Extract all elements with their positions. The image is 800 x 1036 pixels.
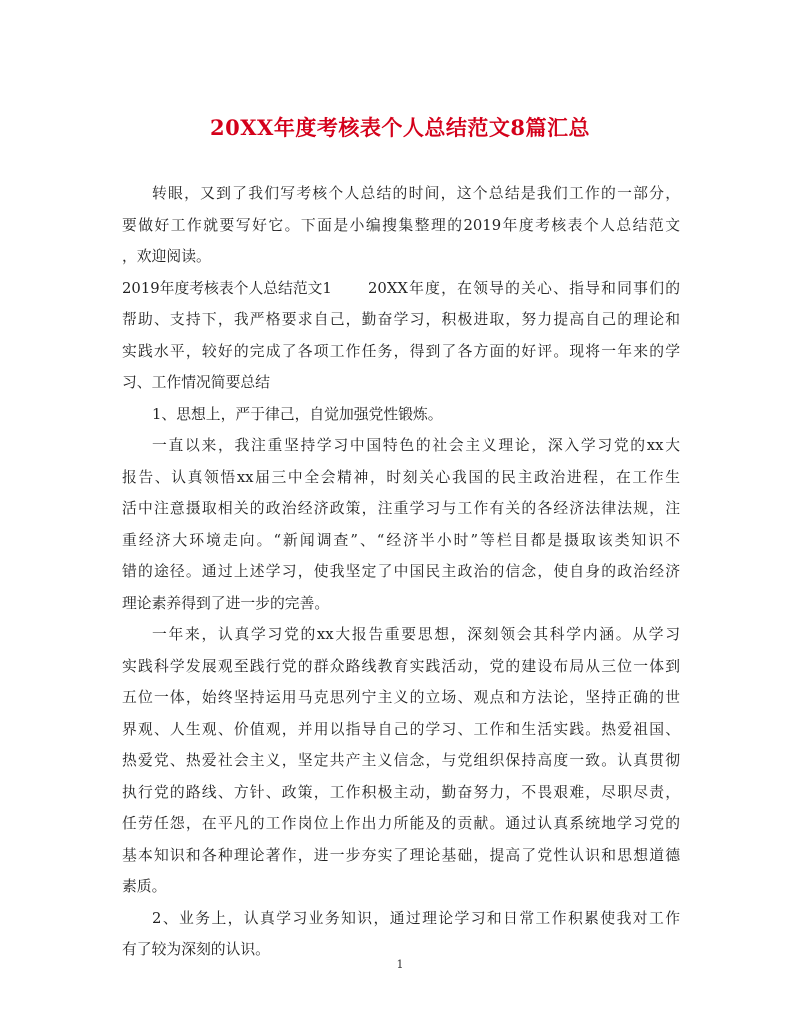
paragraph-line: 素质。 xyxy=(122,878,167,895)
paragraph-line: 理论素养得到了进一步的完善。 xyxy=(122,594,330,612)
paragraph-line: 20XX年度，在领导的关心、指导和同事们的 xyxy=(368,279,680,297)
section-subtitle: 2019年度考核表个人总结范文1 xyxy=(122,279,332,297)
paragraph-line: 任劳任怨，在平凡的工作岗位上作出力所能及的贡献。通过认真系统地学习党的 xyxy=(122,815,680,832)
paragraph-line: 执行党的路线、方针、政策，工作积极主动，勤奋努力，不畏艰难，尽职尽责， xyxy=(122,783,680,801)
paragraph-line: 习、工作情况简要总结 xyxy=(122,374,270,391)
paragraph-line: 界观、人生观、价值观，并用以指导自己的学习、工作和生活实践。热爱祖国、 xyxy=(122,720,680,738)
paragraph-line: 基本知识和各种理论著作，进一步夯实了理论基础，提高了党性认识和思想道德 xyxy=(122,846,680,864)
paragraph-line: 五位一体，始终坚持运用马克思列宁主义的立场、观点和方法论，坚持正确的世 xyxy=(122,689,680,706)
paragraph-line: 错的途径。通过上述学习，使我坚定了中国民主政治的信念，使自身的政治经济 xyxy=(122,563,680,580)
point-heading: 2、业务上，认真学习业务知识，通过理论学习和日常工作积累使我对工作 xyxy=(152,909,680,927)
paragraph xyxy=(122,430,680,619)
paragraph-line: 帮助、支持下，我严格要求自己，勤奋学习，积极进取，努力提高自己的理论和 xyxy=(122,311,680,328)
paragraph-line: 实践科学发展观至践行党的群众路线教育实践活动，党的建设布局从三位一体到 xyxy=(122,657,680,675)
paragraph-line: 活中注意摄取相关的政治经济政策，注重学习与工作有关的各经济法律法规，注 xyxy=(122,500,680,517)
paragraph-line: 要做好工作就要写好它。下面是小编搜集整理的2019年度考核表个人总结范文 xyxy=(122,216,680,234)
point-heading: 1、思想上，严于律己，自觉加强党性锻炼。 xyxy=(152,405,443,423)
paragraph-line: 热爱党、热爱社会主义，坚定共产主义信念，与党组织保持高度一致。认真贯彻 xyxy=(122,752,680,769)
document-title: 20XX年度考核表个人总结范文8篇汇总 xyxy=(210,115,590,140)
paragraph xyxy=(122,619,680,903)
point-2 xyxy=(122,903,680,966)
document-body xyxy=(122,178,680,966)
intro-paragraph xyxy=(122,178,680,273)
paragraph-line: 一年来，认真学习党的xx大报告重要思想，深刻领会其科学内涵。从学习 xyxy=(152,626,680,643)
paragraph-line: ，欢迎阅读。 xyxy=(122,248,211,265)
paragraph-line: 有了较为深刻的认识。 xyxy=(122,941,270,958)
paragraph-line: 重经济大环境走向。“新闻调查”、“经济半小时”等栏目都是摄取该类知识不 xyxy=(122,531,680,549)
paragraph-line: 报告、认真领悟xx届三中全会精神，时刻关心我国的民主政治进程，在工作生 xyxy=(122,468,680,486)
paragraph-line: 实践水平，较好的完成了各项工作任务，得到了各方面的好评。现将一年来的学 xyxy=(122,342,680,360)
section-heading-line xyxy=(122,273,680,305)
paragraph-line: 转眼，又到了我们写考核个人总结的时间，这个总结是我们工作的一部分， xyxy=(152,185,680,202)
page-number: 1 xyxy=(396,958,404,971)
paragraph-line: 一直以来，我注重坚持学习中国特色的社会主义理论，深入学习党的xx大 xyxy=(152,437,680,454)
section-1 xyxy=(122,273,680,399)
